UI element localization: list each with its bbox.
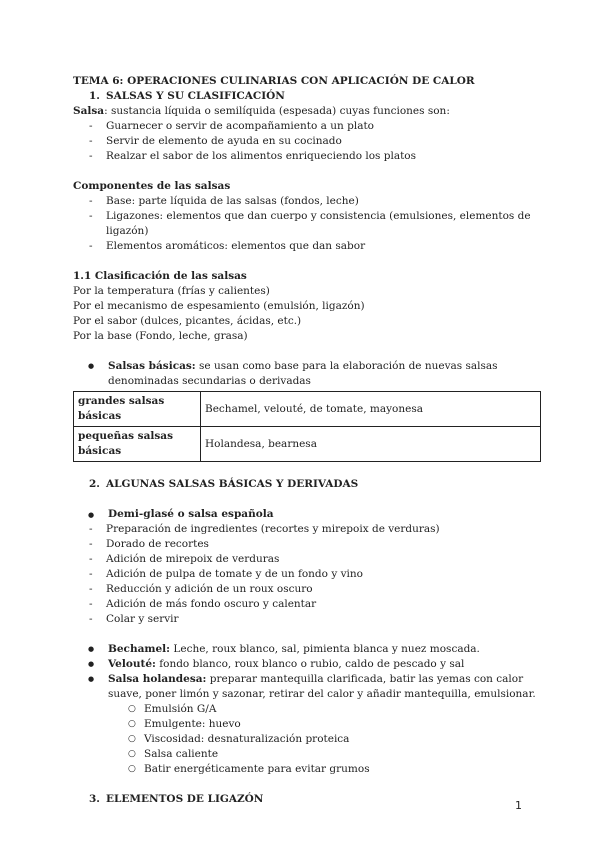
basic-sauces-list xyxy=(73,359,543,389)
list-item xyxy=(73,672,543,702)
list-item xyxy=(73,359,543,389)
classification-line: Por la base (Fondo, leche, grasa) xyxy=(73,330,248,342)
table-row xyxy=(74,427,541,462)
list-item: - Dorado de recortes xyxy=(73,537,543,552)
components-list xyxy=(73,194,543,254)
list-item: - Servir de elemento de ayuda en su cocinado xyxy=(73,134,543,149)
bechamel-def: Leche, roux blanco, sal, pimienta blanca y nuez moscada. xyxy=(170,643,480,655)
list-item: - Guarnecer o servir de acompañamiento a un plato xyxy=(73,119,543,134)
list-item: - Colar y servir xyxy=(73,612,543,627)
components-heading: Componentes de las salsas xyxy=(73,180,231,192)
classification-line: Por el sabor (dulces, picantes, ácidas, etc.) xyxy=(73,315,302,327)
list-item: ○ Salsa caliente xyxy=(73,747,543,762)
section-3-heading-text: ELEMENTOS DE LIGAZÓN xyxy=(106,793,264,805)
demi-glace-list xyxy=(73,507,543,522)
holandesa-term: Salsa holandesa: xyxy=(108,673,207,685)
sauces-list xyxy=(73,642,543,702)
document-title: TEMA 6: OPERACIONES CULINARIAS CON APLICACIÓN DE CALOR xyxy=(73,75,475,87)
table-cell-label: pequeñas salsas básicas xyxy=(74,427,201,462)
section-2-number: 2. xyxy=(89,478,100,490)
list-item: - Preparación de ingredientes (recortes y mirepoix de verduras) xyxy=(73,522,543,537)
list-item: - Base: parte líquida de las salsas (fondos, leche) xyxy=(73,194,543,209)
table-row xyxy=(74,392,541,427)
section-2-heading xyxy=(89,477,543,492)
list-item xyxy=(73,657,543,672)
list-item: ○ Emulsión G/A xyxy=(73,702,543,717)
classification-line: Por el mecanismo de espesamiento (emulsión, ligazón) xyxy=(73,300,365,312)
list-item: - Elementos aromáticos: elementos que dan sabor xyxy=(73,239,543,254)
salsa-def-text: : sustancia líquida o semilíquida (espesada) cuyas funciones son: xyxy=(104,105,450,117)
basic-sauces-term: Salsas básicas: xyxy=(108,360,196,372)
page-number: 1 xyxy=(515,799,522,812)
list-item: - Ligazones: elementos que dan cuerpo y consistencia (emulsiones, elementos de ligazón) xyxy=(73,209,543,239)
list-item: ○ Viscosidad: desnaturalización proteica xyxy=(73,732,543,747)
section-3-number: 3. xyxy=(89,793,100,805)
document-page xyxy=(73,74,543,807)
section-1-heading xyxy=(89,89,543,104)
list-item: - Adición de pulpa de tomate y de un fondo y vino xyxy=(73,567,543,582)
basic-sauces-def: se usan como base para la elaboración de nuevas salsas denominadas secundarias o derivadas xyxy=(108,360,498,387)
classification-heading: 1.1 Clasificación de las salsas xyxy=(73,270,247,282)
classification-line: Por la temperatura (frías y calientes) xyxy=(73,285,270,297)
list-item xyxy=(73,642,543,657)
list-item: ○ Batir energéticamente para evitar grumos xyxy=(73,762,543,777)
list-item: - Realzar el sabor de los alimentos enriqueciendo los platos xyxy=(73,149,543,164)
salsa-functions-list xyxy=(73,119,543,164)
list-item: - Adición de mirepoix de verduras xyxy=(73,552,543,567)
salsa-definition xyxy=(73,104,543,119)
table-cell-value: Bechamel, velouté, de tomate, mayonesa xyxy=(201,392,541,427)
section-3-heading xyxy=(89,792,543,807)
basic-sauces-table xyxy=(73,391,541,462)
table-cell-label: grandes salsas básicas xyxy=(74,392,201,427)
salsa-term: Salsa xyxy=(73,105,105,117)
section-1-heading-text: SALSAS Y SU CLASIFICACIÓN xyxy=(106,90,285,102)
list-item: - Adición de más fondo oscuro y calentar xyxy=(73,597,543,612)
veloute-term: Velouté: xyxy=(108,658,156,670)
demi-glace-steps xyxy=(73,522,543,627)
bechamel-term: Bechamel: xyxy=(108,643,171,655)
holandesa-points xyxy=(73,702,543,777)
list-item: ● Demi-glasé o salsa española xyxy=(73,507,543,522)
section-2-heading-text: ALGUNAS SALSAS BÁSICAS Y DERIVADAS xyxy=(106,478,359,490)
table-cell-value: Holandesa, bearnesa xyxy=(201,427,541,462)
veloute-def: fondo blanco, roux blanco o rubio, caldo de pescado y sal xyxy=(155,658,465,670)
list-item: ○ Emulgente: huevo xyxy=(73,717,543,732)
section-1-number: 1. xyxy=(89,90,100,102)
holandesa-def: preparar mantequilla clarificada, batir las yemas con calor suave, poner limón y sazonar, retirar del calor y añadir mantequilla, emulsionar. xyxy=(108,673,536,700)
list-item: - Reducción y adición de un roux oscuro xyxy=(73,582,543,597)
